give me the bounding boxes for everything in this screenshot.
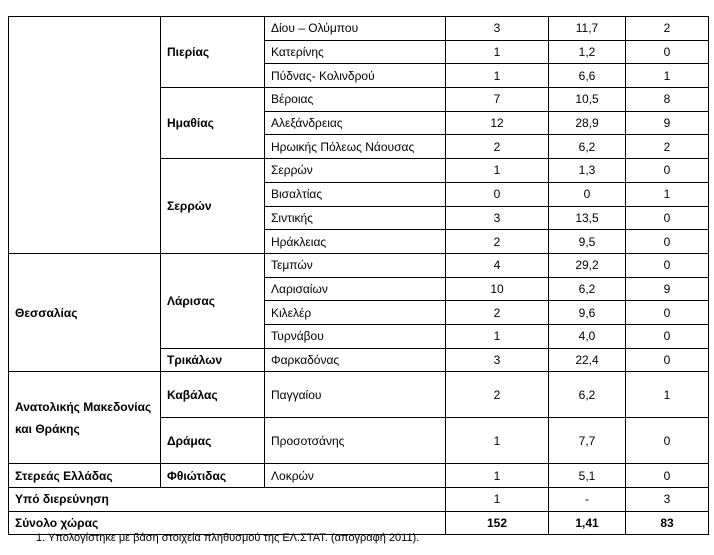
total-rate: 1,41: [549, 511, 626, 535]
deaths-cell: 1: [626, 64, 709, 88]
prefecture-cell: Φθιώτιδας: [161, 464, 265, 488]
cases-cell: 1: [446, 159, 549, 183]
rate-cell: 10,5: [549, 88, 626, 112]
municipality-cell: Φαρκαδόνας: [265, 348, 446, 372]
region-cell: [9, 372, 161, 464]
deaths-cell: 9: [626, 111, 709, 135]
prefecture-cell: Ημαθίας: [161, 88, 265, 159]
cases-cell: 1: [446, 464, 549, 488]
deaths-cell: 0: [626, 324, 709, 348]
pending-row: [9, 488, 709, 512]
table-row: [9, 464, 709, 488]
rate-cell: 29,2: [549, 253, 626, 277]
cases-cell: 1: [446, 488, 549, 512]
cases-cell: 1: [446, 324, 549, 348]
cases-cell: 0: [446, 182, 549, 206]
cases-cell: 2: [446, 301, 549, 325]
footnote: 1. Υπολογίστηκε με βάση στοιχεία πληθυσμού της ΕΛ.ΣΤΑΤ. (απογραφή 2011).: [36, 532, 420, 544]
municipality-cell: Κιλελέρ: [265, 301, 446, 325]
deaths-cell: 8: [626, 88, 709, 112]
rate-cell: 4,0: [549, 324, 626, 348]
deaths-cell: 0: [626, 348, 709, 372]
municipality-cell: Δίου – Ολύμπου: [265, 17, 446, 41]
deaths-cell: 0: [626, 464, 709, 488]
rate-cell: 22,4: [549, 348, 626, 372]
deaths-cell: 2: [626, 17, 709, 41]
municipality-cell: Τεμπών: [265, 253, 446, 277]
total-label: Σύνολο χώρας: [9, 511, 446, 535]
prefecture-cell: Πιερίας: [161, 17, 265, 88]
deaths-cell: 0: [626, 301, 709, 325]
prefecture-cell: Λάρισας: [161, 253, 265, 348]
rate-cell: 11,7: [549, 17, 626, 41]
cases-by-municipality-table: [8, 16, 709, 535]
table-row: [9, 17, 709, 41]
municipality-cell: Πύδνας- Κολινδρού: [265, 64, 446, 88]
rate-cell: 1,3: [549, 159, 626, 183]
deaths-cell: 0: [626, 40, 709, 64]
rate-cell: 28,9: [549, 111, 626, 135]
deaths-cell: 0: [626, 230, 709, 254]
prefecture-cell: Καβάλας: [161, 372, 265, 418]
rate-cell: 7,7: [549, 418, 626, 464]
region-line-2: και Θράκης: [15, 421, 80, 436]
municipality-cell: Σιντικής: [265, 206, 446, 230]
prefecture-cell: Τρικάλων: [161, 348, 265, 372]
rate-cell: 6,2: [549, 277, 626, 301]
cases-cell: 12: [446, 111, 549, 135]
deaths-cell: 3: [626, 488, 709, 512]
municipality-cell: Τυρνάβου: [265, 324, 446, 348]
cases-cell: 1: [446, 64, 549, 88]
deaths-cell: 9: [626, 277, 709, 301]
municipality-cell: Παγγαίου: [265, 372, 446, 418]
cases-cell: 2: [446, 372, 549, 418]
municipality-cell: Ηράκλειας: [265, 230, 446, 254]
rate-cell: 6,6: [549, 64, 626, 88]
deaths-cell: 0: [626, 206, 709, 230]
cases-cell: 3: [446, 17, 549, 41]
cases-cell: 10: [446, 277, 549, 301]
cases-cell: 3: [446, 206, 549, 230]
deaths-cell: 1: [626, 182, 709, 206]
region-cell: Στερεάς Ελλάδας: [9, 464, 161, 488]
rate-cell: -: [549, 488, 626, 512]
rate-cell: 9,5: [549, 230, 626, 254]
rate-cell: 5,1: [549, 464, 626, 488]
rate-cell: 1,2: [549, 40, 626, 64]
municipality-cell: Προσοτσάνης: [265, 418, 446, 464]
municipality-cell: Βέροιας: [265, 88, 446, 112]
cases-cell: 2: [446, 135, 549, 159]
municipality-cell: Λοκρών: [265, 464, 446, 488]
prefecture-cell: Σερρών: [161, 159, 265, 254]
pending-label: Υπό διερεύνηση: [9, 488, 446, 512]
municipality-cell: Βισαλτίας: [265, 182, 446, 206]
cases-cell: 1: [446, 418, 549, 464]
table-row: [9, 253, 709, 277]
total-deaths: 83: [626, 511, 709, 535]
cases-cell: 4: [446, 253, 549, 277]
cases-cell: 3: [446, 348, 549, 372]
rate-cell: 6,2: [549, 372, 626, 418]
deaths-cell: 0: [626, 418, 709, 464]
municipality-cell: Λαρισαίων: [265, 277, 446, 301]
rate-cell: 6,2: [549, 135, 626, 159]
total-cases: 152: [446, 511, 549, 535]
prefecture-cell: Δράμας: [161, 418, 265, 464]
deaths-cell: 0: [626, 253, 709, 277]
statistics-table-container: [8, 16, 708, 535]
rate-cell: 9,6: [549, 301, 626, 325]
region-cell: [9, 17, 161, 254]
rate-cell: 13,5: [549, 206, 626, 230]
deaths-cell: 1: [626, 372, 709, 418]
deaths-cell: 2: [626, 135, 709, 159]
region-cell: Θεσσαλίας: [9, 253, 161, 371]
municipality-cell: Κατερίνης: [265, 40, 446, 64]
deaths-cell: 0: [626, 159, 709, 183]
rate-cell: 0: [549, 182, 626, 206]
municipality-cell: Αλεξάνδρειας: [265, 111, 446, 135]
cases-cell: 2: [446, 230, 549, 254]
table-row: [9, 372, 709, 418]
municipality-cell: Σερρών: [265, 159, 446, 183]
region-line-1: Ανατολικής Μακεδονίας: [15, 399, 152, 414]
cases-cell: 1: [446, 40, 549, 64]
cases-cell: 7: [446, 88, 549, 112]
municipality-cell: Ηρωικής Πόλεως Νάουσας: [265, 135, 446, 159]
